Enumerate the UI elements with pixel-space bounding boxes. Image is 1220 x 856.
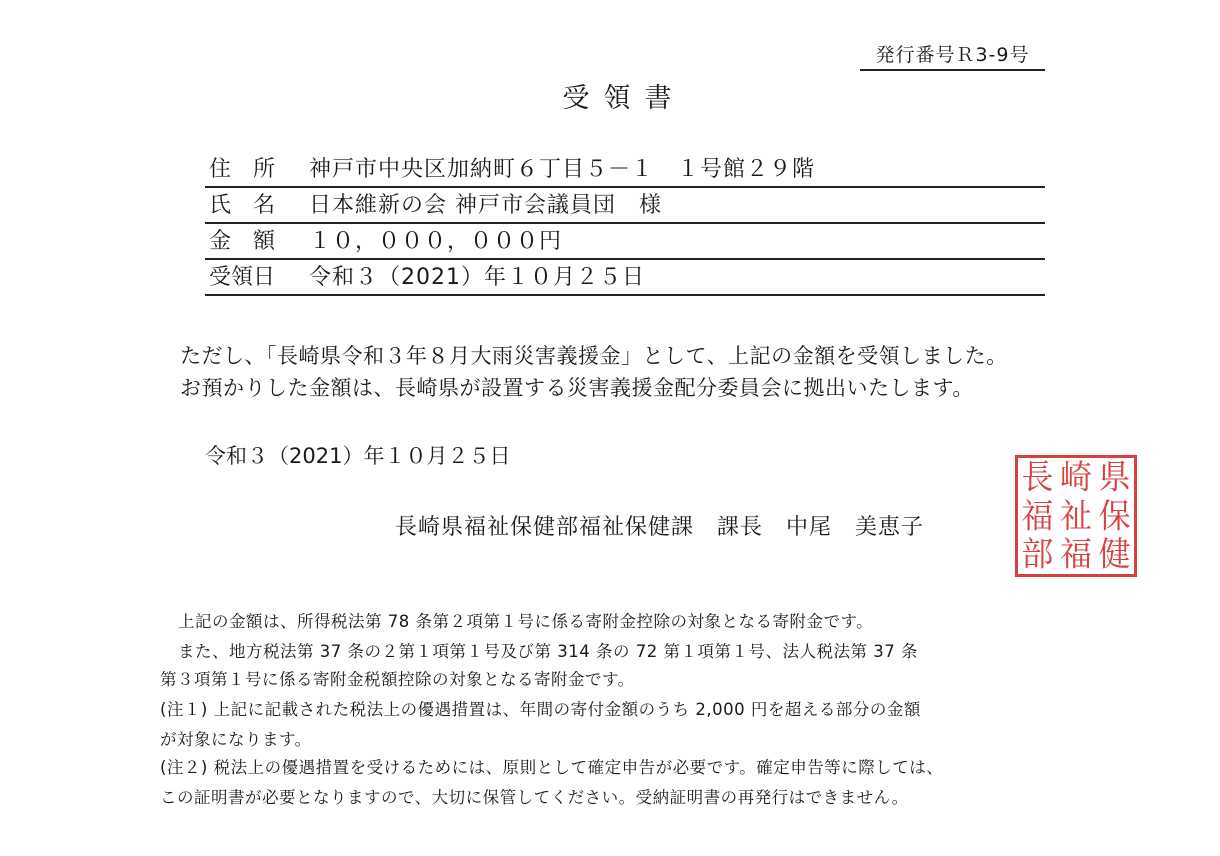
- note-line-5: が対象になります。: [160, 730, 312, 749]
- seal-char: 福: [1059, 534, 1092, 575]
- seal-char: 長: [1021, 457, 1054, 497]
- name-value: 日本維新の会 神戸市会議員団 様: [309, 193, 662, 218]
- seal-char: 福: [1021, 495, 1054, 536]
- official-seal: [1015, 455, 1137, 577]
- issue-number: 発行番号Ｒ3-9号: [860, 40, 1045, 71]
- receipt-date-label: 受領日: [209, 265, 276, 290]
- document-title: 受領書: [562, 83, 686, 114]
- seal-char: 保: [1098, 495, 1131, 536]
- seal-char: 祉: [1059, 495, 1092, 536]
- amount-value: １０，０００，０００円: [309, 229, 563, 254]
- info-row-address: [205, 152, 1045, 188]
- amount-label: 金額: [209, 229, 298, 254]
- signer: 長崎県福祉保健部福祉保健課 課長 中尾 美恵子: [395, 515, 925, 540]
- receipt-date-value: 令和３（2021）年１０月２５日: [309, 265, 645, 290]
- note-line-1: 上記の金額は、所得税法第 78 条第２項第１号に係る寄附金控除の対象となる寄附金です。: [178, 612, 874, 631]
- note-line-3: 第３項第１号に係る寄附金税額控除の対象となる寄附金です。: [160, 670, 635, 689]
- note-line-4: (注１) 上記に記載された税法上の優遇措置は、年間の寄付金額のうち 2,000 円を超える部分の金額: [160, 700, 921, 719]
- address-label: 住所: [209, 157, 298, 182]
- receipt-info-table: [205, 152, 1045, 296]
- seal-char: 部: [1021, 534, 1054, 575]
- info-row-amount: [205, 224, 1045, 260]
- note-line-2: また、地方税法第 37 条の２第１項第１号及び第 314 条の 72 第１項第１号、法人税法第 37 条: [178, 642, 918, 661]
- note-line-6: (注２) 税法上の優遇措置を受けるためには、原則として確定申告が必要です。確定申告等に際しては、: [160, 758, 944, 777]
- note-line-7: この証明書が必要となりますので、大切に保管してください。受納証明書の再発行はできません。: [160, 788, 909, 807]
- info-row-receipt-date: [205, 260, 1045, 296]
- address-value: 神戸市中央区加納町６丁目５－１ １号館２９階: [309, 157, 816, 182]
- info-row-name: [205, 188, 1045, 224]
- seal-char: 健: [1098, 534, 1131, 575]
- body-line-2: お預かりした金額は、長崎県が設置する災害義援金配分委員会に拠出いたします。: [180, 376, 974, 400]
- name-label: 氏名: [209, 193, 298, 218]
- seal-char: 崎: [1059, 457, 1092, 497]
- seal-char: 県: [1098, 457, 1131, 497]
- issue-date: 令和３（2021）年１０月２５日: [205, 444, 511, 468]
- body-line-1: ただし、「長崎県令和３年８月大雨災害義援金」として、上記の金額を受領しました。: [180, 344, 1008, 368]
